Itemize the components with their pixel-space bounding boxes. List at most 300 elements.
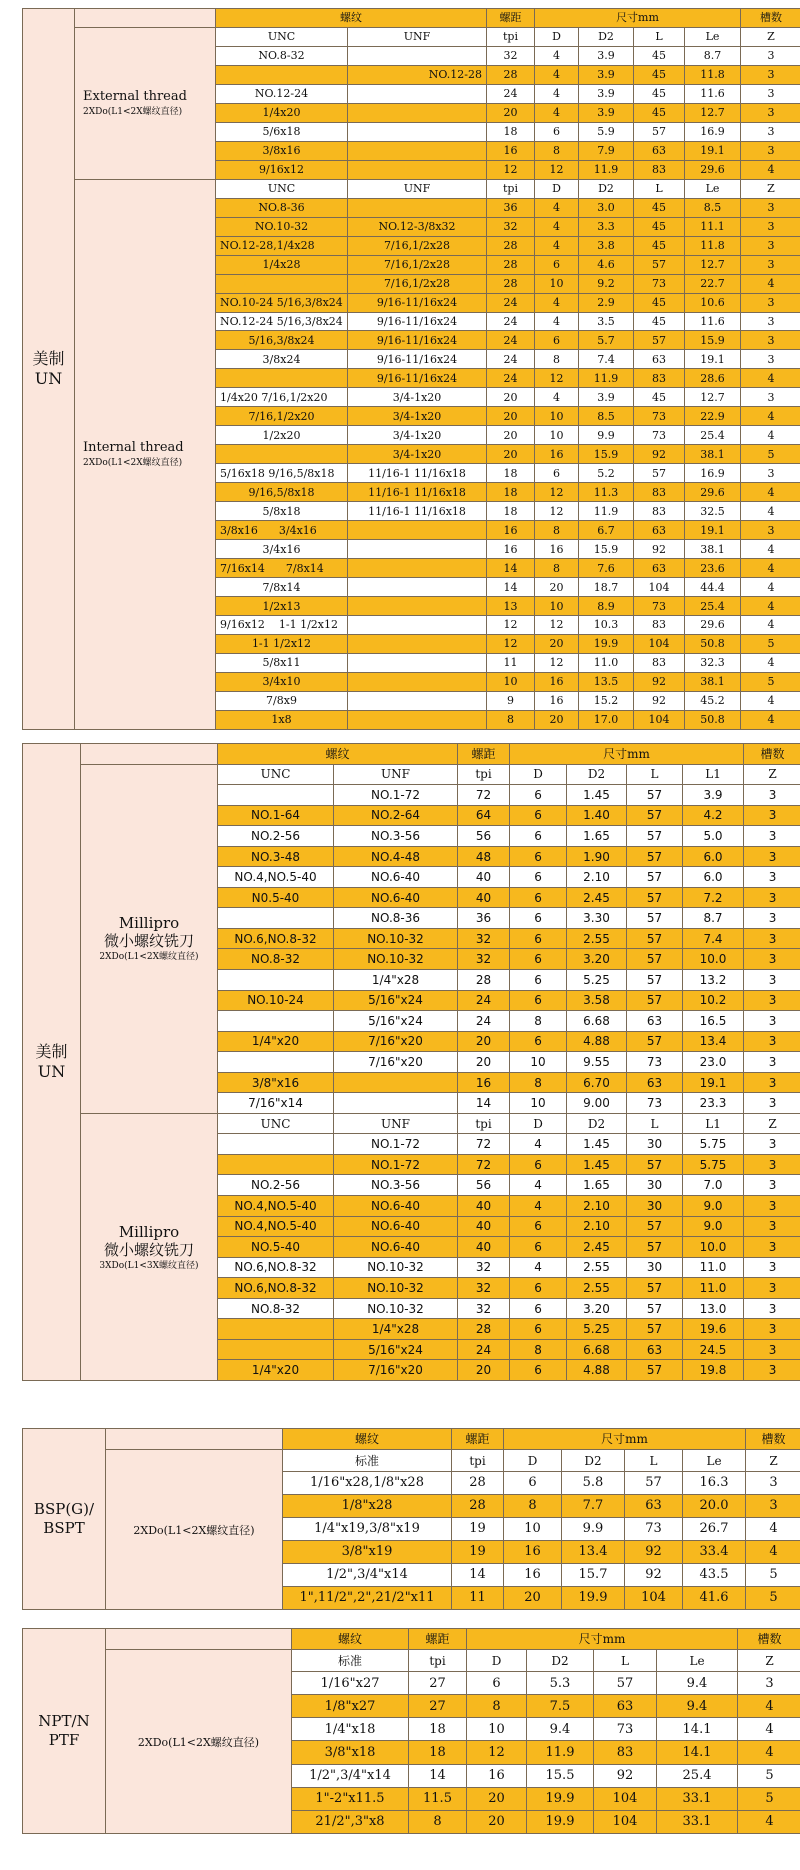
table-cell: 7.0 <box>683 1175 744 1196</box>
table-cell: 4 <box>535 312 579 331</box>
table-cell: 4 <box>738 1718 800 1741</box>
table-cell: 6 <box>535 122 579 141</box>
table-cell: 3 <box>746 1471 800 1494</box>
table-cell: 9.4 <box>657 1671 738 1694</box>
subheader-cell: UNC <box>218 1113 334 1134</box>
table-cell: 11.0 <box>683 1278 744 1299</box>
table-cell: 24.5 <box>683 1339 744 1360</box>
table-cell: 3 <box>744 1216 800 1237</box>
table-cell: 7/16"x20 <box>334 1031 458 1052</box>
table-cell: 9/16,5/8x18 <box>216 483 348 502</box>
table-cell: 3.3 <box>579 217 634 236</box>
table-cell <box>218 970 334 991</box>
table-cell: 21/2",3"x8 <box>292 1810 409 1833</box>
table-cell: 4 <box>741 160 800 179</box>
table-cell: 3.30 <box>567 908 627 929</box>
table-cell: 27 <box>409 1695 467 1718</box>
table-cell: 30 <box>627 1196 683 1217</box>
table-cell: 13.4 <box>683 1031 744 1052</box>
table-cell: 15.9 <box>685 331 741 350</box>
table-cell <box>348 653 487 672</box>
subheader-cell: tpi <box>487 179 535 198</box>
table-cell: 40 <box>458 867 510 888</box>
group-subheader-row <box>23 179 800 198</box>
table-cell: 92 <box>634 691 685 710</box>
table-cell: 3 <box>744 908 800 929</box>
table-cell: 4 <box>741 407 800 426</box>
table-cell: 6.7 <box>579 521 634 540</box>
table-cell: 11 <box>452 1586 504 1609</box>
table-cell: 8 <box>510 1011 567 1032</box>
table-cell: 30 <box>627 1257 683 1278</box>
table-cell: 33.4 <box>683 1540 746 1563</box>
table-cell: NO.8-36 <box>334 908 458 929</box>
table-cell: 6 <box>510 970 567 991</box>
table-cell <box>348 691 487 710</box>
table-cell: NO.8-32 <box>218 1298 334 1319</box>
table-cell: 8 <box>510 1339 567 1360</box>
table-cell: 12.7 <box>685 255 741 274</box>
table-cell: 27 <box>409 1671 467 1694</box>
table-cell: 11.8 <box>685 236 741 255</box>
table-cell: 7.5 <box>527 1695 594 1718</box>
table-cell: 1/4x28 <box>216 255 348 274</box>
group-title-cn: 微小螺纹铣刀 <box>103 1240 194 1259</box>
table-cell: 17.0 <box>579 710 634 729</box>
table-cell: 3.9 <box>579 84 634 103</box>
table-cell: 73 <box>634 426 685 445</box>
table-cell: 8 <box>535 521 579 540</box>
table-cell: 45 <box>634 236 685 255</box>
table-cell: NO.2-56 <box>218 1175 334 1196</box>
table-cell: 13 <box>487 597 535 616</box>
group-subtitle: 2XDo(L1<2X螺纹直径) <box>133 1524 255 1538</box>
table-cell: 72 <box>458 1134 510 1155</box>
table-cell <box>334 1093 458 1114</box>
table-cell: 3/8"x19 <box>283 1540 452 1563</box>
table-cell: 12.7 <box>685 388 741 407</box>
header-spacer <box>81 744 218 765</box>
table-cell: 8 <box>510 1072 567 1093</box>
table-cell: 5 <box>746 1586 800 1609</box>
table-cell: 1.40 <box>567 805 627 826</box>
thread-header: 螺纹 <box>283 1429 452 1450</box>
table-cell: 3 <box>741 464 800 483</box>
subheader-cell: Le <box>685 27 741 46</box>
table-cell: 83 <box>634 653 685 672</box>
table-cell: 5/16"x24 <box>334 1339 458 1360</box>
table-cell: 3/4-1x20 <box>348 445 487 464</box>
table-cell: NO.10-32 <box>334 1257 458 1278</box>
flutes-header: 槽数 <box>738 1629 800 1650</box>
table-cell: 57 <box>627 990 683 1011</box>
table-cell: 5.2 <box>579 464 634 483</box>
table-cell: 6.68 <box>567 1011 627 1032</box>
table-cell: 104 <box>634 710 685 729</box>
table-cell: 11.6 <box>685 312 741 331</box>
table-cell: 15.7 <box>562 1563 625 1586</box>
table-cell: 1/8"x27 <box>292 1695 409 1718</box>
table-cell: NO.12-28,1/4x28 <box>216 236 348 255</box>
table-cell: 3.9 <box>579 103 634 122</box>
group-label <box>106 1650 292 1834</box>
table-cell: 6 <box>510 1360 567 1381</box>
table-cell: 28 <box>452 1494 504 1517</box>
table-cell: 4 <box>510 1257 567 1278</box>
table-cell: 33.1 <box>657 1810 738 1833</box>
table-cell: 44.4 <box>685 578 741 597</box>
table-cell: 57 <box>627 1298 683 1319</box>
subheader-cell: D2 <box>527 1650 594 1671</box>
table-cell: 57 <box>627 1031 683 1052</box>
pitch-header: 螺距 <box>458 744 510 765</box>
table-cell: 4 <box>535 217 579 236</box>
table-cell: 14 <box>452 1563 504 1586</box>
table-cell: NO.1-72 <box>334 1134 458 1155</box>
table-cell: 3.5 <box>579 312 634 331</box>
table-cell: 24 <box>487 331 535 350</box>
category-text: 美制 <box>35 1042 68 1061</box>
table-cell: 36 <box>458 908 510 929</box>
dims-header: 尺寸mm <box>504 1429 746 1450</box>
table-cell: 20 <box>458 1031 510 1052</box>
table-cell: 83 <box>634 616 685 635</box>
table-cell: 16.9 <box>685 464 741 483</box>
table-cell: 45 <box>634 217 685 236</box>
table-cell: 4.2 <box>683 805 744 826</box>
table-cell: 7/16"x20 <box>334 1360 458 1381</box>
group-label <box>81 1113 218 1380</box>
table-cell <box>216 445 348 464</box>
table-cell: 30 <box>627 1175 683 1196</box>
table-cell: 57 <box>627 1216 683 1237</box>
table-cell: 1/2x20 <box>216 426 348 445</box>
group-subheader-row <box>23 1450 800 1471</box>
subheader-cell: Le <box>685 179 741 198</box>
table-cell: 8.5 <box>685 198 741 217</box>
table-cell: 29.6 <box>685 483 741 502</box>
table-cell: 16.3 <box>683 1471 746 1494</box>
table-cell: 4 <box>535 65 579 84</box>
table-cell: 73 <box>627 1052 683 1073</box>
table-cell: 18 <box>487 483 535 502</box>
bsp-thread-table <box>22 1428 800 1610</box>
table-cell: 3 <box>744 1052 800 1073</box>
table-cell: 6 <box>510 908 567 929</box>
table-cell: 6 <box>535 464 579 483</box>
table-cell: 3 <box>744 1319 800 1340</box>
table-cell: 57 <box>627 785 683 806</box>
group-subtitle: 2XDo(L1<2X螺纹直径) <box>83 106 183 117</box>
table-cell: 11.5 <box>409 1787 467 1810</box>
table-cell: 20 <box>535 578 579 597</box>
table-cell: 1/4"x28 <box>334 1319 458 1340</box>
table-cell: 11/16-1 11/16x18 <box>348 502 487 521</box>
table-cell: 4 <box>510 1134 567 1155</box>
table-cell: 6 <box>510 887 567 908</box>
table-cell: 3 <box>744 949 800 970</box>
table-cell: 3 <box>741 236 800 255</box>
table-cell: 11.9 <box>527 1741 594 1764</box>
table-cell: 24 <box>487 312 535 331</box>
table-cell: 92 <box>594 1764 657 1787</box>
table-cell: 104 <box>634 578 685 597</box>
table-cell: NO.10-32 <box>334 949 458 970</box>
table-cell: 6 <box>510 1319 567 1340</box>
table-cell: 45 <box>634 312 685 331</box>
table-cell: 18 <box>409 1718 467 1741</box>
table-cell <box>348 46 487 65</box>
table-cell: 1"-2"x11.5 <box>292 1787 409 1810</box>
subheader-cell: tpi <box>487 27 535 46</box>
group-title: External thread <box>83 89 187 105</box>
table-cell: 32 <box>487 46 535 65</box>
table-cell: NO.12-24 5/16,3/8x24 <box>216 312 348 331</box>
subheader-cell: 标准 <box>283 1450 452 1471</box>
table-cell: 19.6 <box>683 1319 744 1340</box>
table-cell: 3 <box>741 198 800 217</box>
table-cell: 9.0 <box>683 1216 744 1237</box>
table-cell: NO.3-48 <box>218 846 334 867</box>
table-cell: 14.1 <box>657 1718 738 1741</box>
table-cell: 2.9 <box>579 293 634 312</box>
pitch-header: 螺距 <box>452 1429 504 1450</box>
table-cell: 16 <box>467 1764 527 1787</box>
table-cell: 1.90 <box>567 846 627 867</box>
table-cell: 12 <box>535 502 579 521</box>
table-cell: 24 <box>458 1339 510 1360</box>
table-cell: 3 <box>744 785 800 806</box>
table-cell: 10.2 <box>683 990 744 1011</box>
flutes-header: 槽数 <box>746 1429 800 1450</box>
group-label <box>106 1450 283 1610</box>
subheader-cell: D2 <box>567 1113 627 1134</box>
table-cell: 2.45 <box>567 887 627 908</box>
table-cell: 45 <box>634 65 685 84</box>
table-cell: 6 <box>510 1154 567 1175</box>
subheader-cell: UNC <box>218 764 334 785</box>
table-cell: 8 <box>535 559 579 578</box>
table-cell: 29.6 <box>685 160 741 179</box>
table-cell: 57 <box>627 846 683 867</box>
table-cell: 32 <box>487 217 535 236</box>
table-cell: 6.0 <box>683 867 744 888</box>
table-cell: 3 <box>744 1237 800 1258</box>
table-cell: 6.0 <box>683 846 744 867</box>
table-cell <box>216 369 348 388</box>
table-cell: 20.0 <box>683 1494 746 1517</box>
table-cell: 1/16"x28,1/8"x28 <box>283 1471 452 1494</box>
table-cell: 3/8x24 <box>216 350 348 369</box>
table-cell: NO.6,NO.8-32 <box>218 1278 334 1299</box>
table-cell <box>348 540 487 559</box>
table-cell: 8.5 <box>579 407 634 426</box>
table-cell: 1/2",3/4"x14 <box>292 1764 409 1787</box>
subheader-cell: Le <box>683 1450 746 1471</box>
table-cell: 57 <box>627 928 683 949</box>
subheader-cell: tpi <box>452 1450 504 1471</box>
table-cell: 20 <box>487 388 535 407</box>
table-cell <box>348 559 487 578</box>
table-cell: 6 <box>510 928 567 949</box>
subheader-cell: UNF <box>334 764 458 785</box>
table-cell: 1/16"x27 <box>292 1671 409 1694</box>
table-cell: 57 <box>627 805 683 826</box>
table-cell: 5 <box>746 1563 800 1586</box>
group-subtitle: 3XDo(L1<3X螺纹直径) <box>99 1260 199 1271</box>
table-cell: 2.55 <box>567 1257 627 1278</box>
table-cell: 33.1 <box>657 1787 738 1810</box>
table-cell: 8 <box>535 350 579 369</box>
table-cell: 19.1 <box>685 141 741 160</box>
table-cell: 7/16,1/2x20 <box>216 407 348 426</box>
table-cell: 45 <box>634 293 685 312</box>
header-spacer <box>106 1629 292 1650</box>
table-cell: 20 <box>458 1360 510 1381</box>
table-cell: 7/16x14 7/8x14 <box>216 559 348 578</box>
table-cell: 3 <box>744 887 800 908</box>
table-cell: 6 <box>510 805 567 826</box>
table-cell: 104 <box>625 1586 683 1609</box>
table-cell: NO.6-40 <box>334 887 458 908</box>
table-cell: 4 <box>741 483 800 502</box>
table-cell <box>348 84 487 103</box>
table-cell: 72 <box>458 785 510 806</box>
table-cell: 3.9 <box>579 46 634 65</box>
group-subtitle: 2XDo(L1<2X螺纹直径) <box>83 457 183 468</box>
group-label <box>75 27 216 179</box>
table-cell: 4 <box>738 1810 800 1833</box>
table-cell: 4 <box>741 369 800 388</box>
table-cell <box>218 1134 334 1155</box>
category-text: BSPT <box>43 1519 85 1537</box>
table-cell: 83 <box>634 502 685 521</box>
table-cell: 1/4"x20 <box>218 1031 334 1052</box>
table-cell: 56 <box>458 826 510 847</box>
table-cell: 57 <box>627 826 683 847</box>
table-cell: 25.4 <box>685 426 741 445</box>
table-cell: 73 <box>594 1718 657 1741</box>
table-cell: 6 <box>510 1298 567 1319</box>
table-cell: 7/16,1/2x28 <box>348 236 487 255</box>
table-cell: 57 <box>634 464 685 483</box>
table-cell: 7/16"x20 <box>334 1052 458 1073</box>
subheader-cell: D <box>504 1450 562 1471</box>
table-cell: 3 <box>744 970 800 991</box>
table-cell: 3/4-1x20 <box>348 388 487 407</box>
table-cell: 8.7 <box>683 908 744 929</box>
table-cell: 5.9 <box>579 122 634 141</box>
category-label <box>23 744 81 1381</box>
table-cell: 3 <box>741 217 800 236</box>
subheader-cell: UNF <box>334 1113 458 1134</box>
table-cell: 4 <box>746 1540 800 1563</box>
table-cell: NO.1-64 <box>218 805 334 826</box>
table-cell <box>348 103 487 122</box>
table-cell: 20 <box>467 1787 527 1810</box>
table-cell: 4 <box>535 103 579 122</box>
table-cell: 4 <box>746 1517 800 1540</box>
table-cell: 63 <box>594 1695 657 1718</box>
table-cell: 1/2x13 <box>216 597 348 616</box>
table-cell: 63 <box>634 350 685 369</box>
npt-thread-table <box>22 1628 800 1834</box>
table-cell: 9/16-11/16x24 <box>348 331 487 350</box>
pitch-header: 螺距 <box>409 1629 467 1650</box>
table-cell: 16 <box>487 540 535 559</box>
table-cell: 11.0 <box>683 1257 744 1278</box>
table-cell: 6 <box>504 1471 562 1494</box>
dims-header: 尺寸mm <box>467 1629 738 1650</box>
table-cell: 5.7 <box>579 331 634 350</box>
table-cell: 3.20 <box>567 949 627 970</box>
group-subheader-row <box>23 27 800 46</box>
table-cell: 50.8 <box>685 710 741 729</box>
table-cell: 3 <box>744 1175 800 1196</box>
table-cell: 12 <box>535 653 579 672</box>
table-cell: 3/4-1x20 <box>348 426 487 445</box>
table-cell: 19.8 <box>683 1360 744 1381</box>
table-cell: 6 <box>535 331 579 350</box>
table-cell: 92 <box>634 445 685 464</box>
table-cell: 5 <box>741 445 800 464</box>
group-subtitle: 2XDo(L1<2X螺纹直径) <box>137 1736 260 1750</box>
table-cell: 7/16"x14 <box>218 1093 334 1114</box>
table-cell: 1.45 <box>567 1154 627 1175</box>
group-label <box>81 764 218 1113</box>
table-cell: 57 <box>627 908 683 929</box>
table-cell: 8 <box>504 1494 562 1517</box>
group-subheader-row <box>23 1650 800 1671</box>
table-cell: 3 <box>744 805 800 826</box>
table-cell: NO.2-56 <box>218 826 334 847</box>
table-cell: 5.25 <box>567 970 627 991</box>
table-cell: 5.25 <box>567 1319 627 1340</box>
column-group-header <box>23 1429 800 1450</box>
table-cell: NO.10-32 <box>334 1278 458 1299</box>
group-title: Millipro <box>118 914 180 933</box>
table-cell: 38.1 <box>685 445 741 464</box>
table-cell: 3 <box>744 1093 800 1114</box>
table-cell: 32 <box>458 1257 510 1278</box>
un-thread-table <box>22 8 800 730</box>
table-cell: 3 <box>741 331 800 350</box>
group-title-cn: 微小螺纹铣刀 <box>103 932 194 951</box>
table-cell: 6 <box>510 1278 567 1299</box>
table-cell: 22.9 <box>685 407 741 426</box>
table-cell: 4 <box>741 540 800 559</box>
group-title: Internal thread <box>83 440 184 456</box>
category-text: UN <box>37 1062 66 1081</box>
dims-header: 尺寸mm <box>535 9 741 28</box>
table-cell: 12 <box>535 160 579 179</box>
table-cell <box>334 1072 458 1093</box>
table-cell: 11 <box>487 653 535 672</box>
table-cell: 5.8 <box>562 1471 625 1494</box>
table-cell: 4 <box>535 198 579 217</box>
table-cell: 24 <box>487 293 535 312</box>
pitch-header: 螺距 <box>487 9 535 28</box>
column-group-header <box>23 744 800 765</box>
table-cell: 32 <box>458 1298 510 1319</box>
table-cell: NO.10-24 5/16,3/8x24 <box>216 293 348 312</box>
category-text: UN <box>34 369 63 388</box>
table-cell: 3 <box>744 1339 800 1360</box>
table-cell: 20 <box>487 445 535 464</box>
table-cell: NO.3-56 <box>334 1175 458 1196</box>
table-cell: NO.10-32 <box>334 1298 458 1319</box>
table-cell: 32.5 <box>685 502 741 521</box>
